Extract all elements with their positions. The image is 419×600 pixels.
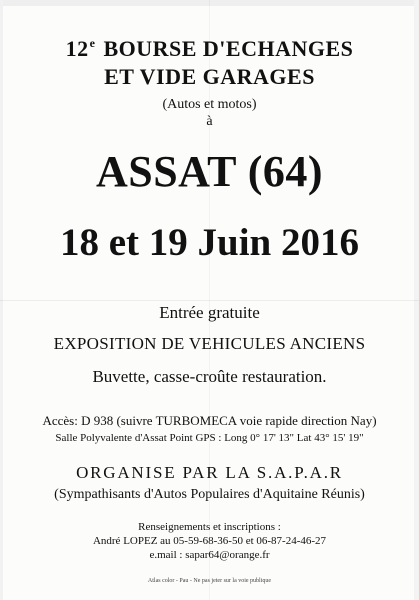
exhibition-info: EXPOSITION DE VEHICULES ANCIENS xyxy=(53,334,366,353)
title-line-1-text: BOURSE D'ECHANGES xyxy=(103,36,354,61)
title-line-1 xyxy=(0,36,419,62)
organizer-line: ORGANISE PAR LA S.A.P.A.R xyxy=(76,463,343,482)
preposition: à xyxy=(206,114,213,129)
entry-info: Entrée gratuite xyxy=(159,303,260,322)
gps-coordinates: Salle Polyvalente d'Assat Point GPS : Long 0° 17' 13" Lat 43° 15' 19" xyxy=(55,432,364,444)
paper-fold-vertical xyxy=(209,0,210,600)
food-info: Buvette, casse-croûte restauration. xyxy=(92,367,327,386)
contact-phones: André LOPEZ au 05-59-68-36-50 et 06-87-24-46-27 xyxy=(92,535,327,547)
contact-email: e.mail : sapar64@orange.fr xyxy=(149,549,270,561)
contact-heading: Renseignements et inscriptions : xyxy=(138,521,281,533)
edition-suffix: e xyxy=(89,36,96,50)
access-directions: Accès: D 938 (suivre TURBOMECA voie rapide direction Nay) xyxy=(42,413,377,428)
organizer-full-name: (Sympathisants d'Autos Populaires d'Aquitaine Réunis) xyxy=(54,487,365,502)
vehicle-types: (Autos et motos) xyxy=(162,97,257,112)
printer-footer: Atlas color - Pau - Ne pas jeter sur la voie publique xyxy=(147,578,272,584)
event-location: ASSAT (64) xyxy=(95,147,324,196)
event-dates: 18 et 19 Juin 2016 xyxy=(59,221,359,264)
edition-number: 12 xyxy=(65,36,89,61)
title-line-2: ET VIDE GARAGES xyxy=(104,64,315,89)
